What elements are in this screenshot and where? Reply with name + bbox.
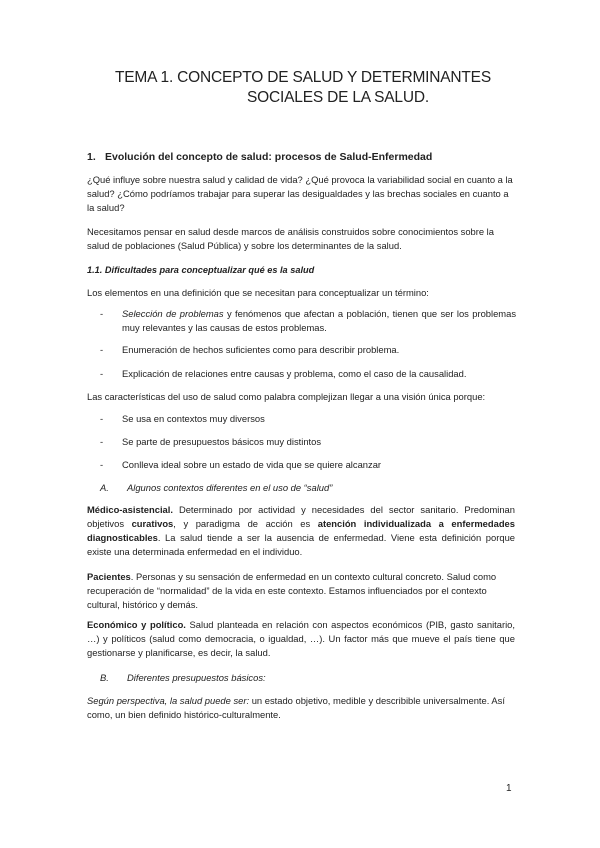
- document-page: TEMA 1. CONCEPTO DE SALUD Y DETERMINANTES SOCIALES DE LA SALUD. 1. Evolución del concepto de salud: procesos de Salud-Enfermedad ¿Qué influye sobre nuestra salud y calidad de vida? ¿Qué provoca la variabilidad social en cuanto a la salud? ¿Cómo podríamos trabajar para superar las desigualdades y las brechas sociales en cuanto a la salud? Necesitamos pensar en salud desde marcos de análisis construidos sobre conocimientos sobre la salud de poblaciones (Salud Pública) y sobre los determinantes de la salud. 1.1. Dificultades para conceptualizar qué es la salud Los elementos en una definición que se necesitan para conceptualizar un término: - Selección de problemas y fenómenos que afectan a población, tienen que ser los problemas muy relevantes y las causas de estos problemas. - Enumeración de hechos suficientes como para describir problema. - Explicación de relaciones entre causas y problema, como el caso de la causalidad. Las características del uso de salud como palabra complejizan llegar a una visión única porque: - Se usa en contextos muy diversos - Se parte de presupuestos básicos muy distintos - Conlleva ideal sobre un estado de vida que se quiere alcanzar A. Algunos contextos diferentes en el uso de “salud” Médico-asistencial. Determinado por actividad y necesidades del sector sanitario. Predominan objetivos curativos, y paradigma de acción es atención individualizada a enfermedades diagnosticables. La salud tiende a ser la ausencia de enfermedad. Viene esta definición porque existe una determinada enfermedad en el individuo. Pacientes. Personas y su sensación de enfermedad en un contexto cultural concreto. Salud como recuperación de “normalidad” de la vida en este contexto. Estamos influenciados por el contexto cultural, histórico y demás. Económico y político. Salud planteada en relación con aspectos económicos (PIB, gasto sanitario, …) y políticos (salud como democracia, o igualdad, …). Un factor más que mueve el país tiene que gestionarse y planificarse, es decir, la salud. B. Diferentes presupuestos básicos: Según perspectiva, la salud puede ser: un estado objetivo, medible y describible universalmente. Así como, un bien definido histórico-culturalmente. 1: [0, 0, 600, 848]
- title-line-2: SOCIALES DE LA SALUD.: [247, 89, 429, 106]
- paragraph-medico: Médico-asistencial. Determinado por actividad y necesidades del sector sanitario. Predominan objetivos curativos, y paradigma de acción es atención individualizada a enfermedades diagnosticables. La salud tiende a ser la ausencia de enfermedad. Viene esta definición porque existe una determinada enfermedad en el individuo.: [87, 504, 515, 557]
- bullet-dash: -: [100, 368, 104, 379]
- term-label: Económico y político.: [87, 619, 186, 630]
- term-label: Médico-asistencial.: [87, 504, 173, 515]
- subheading-a: A. Algunos contextos diferentes en el uso de “salud”: [100, 482, 333, 493]
- title-line-1: TEMA 1. CONCEPTO DE SALUD Y DETERMINANTES: [115, 69, 491, 86]
- paragraph-perspectiva: Según perspectiva, la salud puede ser: un estado objetivo, medible y describible universalmente. Así como, un bien definido histórico-culturalmente.: [87, 695, 505, 720]
- paragraph-characteristics: Las características del uso de salud como palabra complejizan llegar a una visión única porque:: [87, 391, 486, 402]
- paragraph-elements: Los elementos en una definición que se necesitan para conceptualizar un término:: [87, 287, 429, 298]
- page-number: 1: [506, 783, 512, 794]
- section-number: 1.: [87, 151, 96, 163]
- term-label: Pacientes: [87, 571, 131, 582]
- page-title: [60, 68, 546, 108]
- bullet-dash: -: [100, 436, 104, 447]
- subheading-b: B. Diferentes presupuestos básicos:: [100, 672, 266, 683]
- section-heading-text: Evolución del concepto de salud: procesos de Salud-Enfermedad: [105, 151, 433, 163]
- bullet-dash: -: [100, 344, 104, 355]
- section-heading: [87, 150, 515, 164]
- subsection-heading: 1.1. Dificultades para conceptualizar qué es la salud: [87, 265, 315, 275]
- list-item-emphasis: Selección de problemas: [122, 308, 224, 319]
- bullet-dash: -: [100, 413, 104, 424]
- paragraph-questions: ¿Qué influye sobre nuestra salud y calidad de vida? ¿Qué provoca la variabilidad social en cuanto a la salud? ¿Cómo podríamos trabajar para superar las desigualdades y las brechas sociales en cuanto a la salud?: [87, 174, 513, 213]
- paragraph-economico: Económico y político. Salud planteada en relación con aspectos económicos (PIB, gasto sanitario, …) y políticos (salud como democracia, o igualdad, …). Un factor más que mueve el país tiene que gestionarse y planificarse, es decir, la salud.: [87, 619, 515, 658]
- paragraph-frameworks: Necesitamos pensar en salud desde marcos de análisis construidos sobre conocimientos sobre la salud de poblaciones (Salud Pública) y sobre los determinantes de la salud.: [87, 226, 494, 251]
- paragraph-pacientes: Pacientes. Personas y su sensación de enfermedad en un contexto cultural concreto. Salud como recuperación de “normalidad” de la vida en este contexto. Estamos influenciados por el contexto cultural, histórico y demás.: [87, 571, 497, 610]
- term-label: Según perspectiva, la salud puede ser:: [87, 695, 250, 706]
- bullet-dash: -: [100, 459, 104, 470]
- bullet-dash: -: [100, 308, 104, 319]
